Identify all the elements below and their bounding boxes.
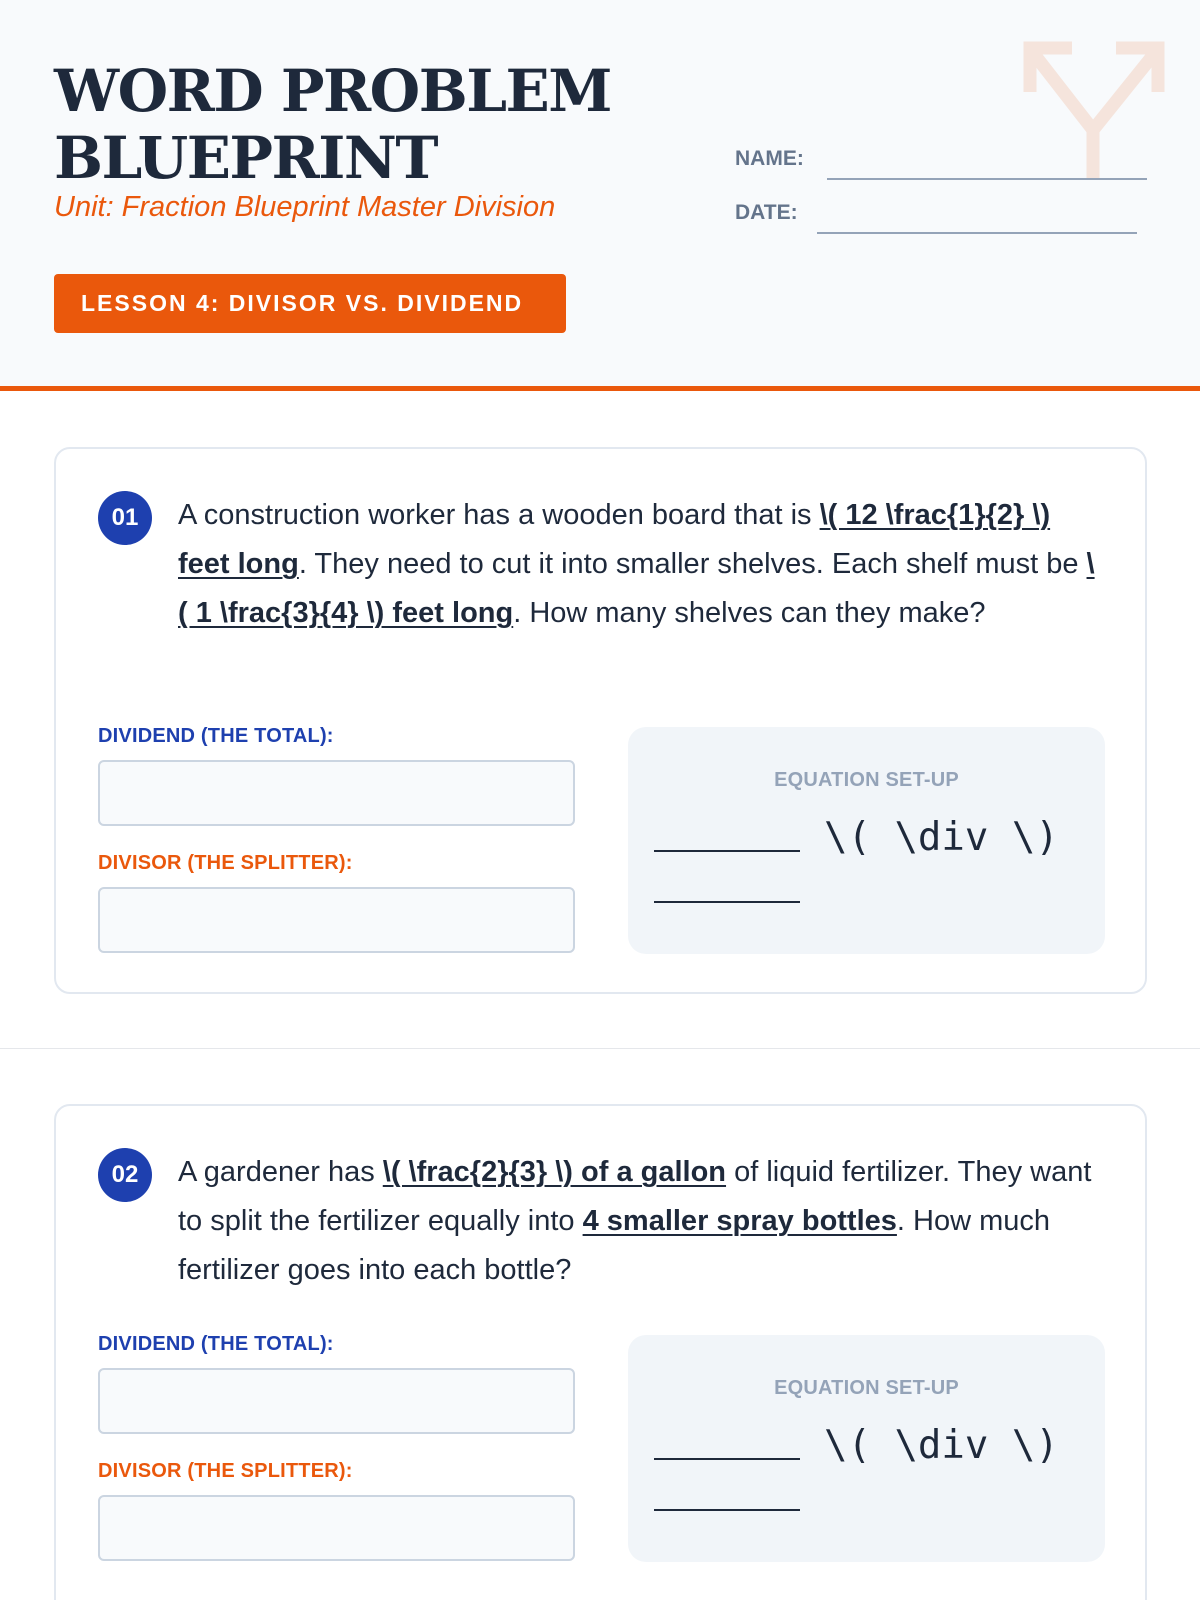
problem-number: 02: [98, 1148, 152, 1202]
dividend-label: DIVIDEND (THE TOTAL):: [98, 725, 334, 747]
divisor-input[interactable]: [98, 887, 575, 953]
page-title: WORD PROBLEM BLUEPRINT: [54, 57, 611, 192]
equation-title: EQUATION SET-UP: [774, 769, 959, 791]
lesson-badge: LESSON 4: DIVISOR VS. DIVIDEND: [54, 274, 566, 333]
divisor-label: DIVISOR (THE SPLITTER):: [98, 1460, 353, 1482]
highlighted-quantity: 4 smaller spray bottles: [582, 1205, 897, 1237]
section-divider: [0, 1048, 1200, 1049]
dividend-input[interactable]: [98, 760, 575, 826]
divisor-input[interactable]: [98, 1495, 575, 1561]
divisor-label: DIVISOR (THE SPLITTER):: [98, 852, 353, 874]
equation-blank-1[interactable]: [654, 1458, 800, 1460]
split-arrows-icon: [1020, 30, 1170, 190]
equation-blank-2[interactable]: [654, 901, 800, 903]
dividend-input[interactable]: [98, 1368, 575, 1434]
equation-expression: \( \div \): [824, 1423, 1059, 1468]
equation-setup-box: [628, 727, 1105, 954]
problem-text: A construction worker has a wooden board that is \( 12 \frac{1}{2} \) feet long. They need to cut it into smaller shelves. Each shelf must be \( 1 \frac{3}{4} \) feet long. How many shelves can they make?: [178, 499, 1095, 629]
problem-card-1: [54, 447, 1147, 994]
date-label: DATE:: [735, 201, 798, 224]
equation-setup-box: [628, 1335, 1105, 1562]
problem-number: 01: [98, 491, 152, 545]
date-field-line[interactable]: [817, 232, 1137, 234]
equation-blank-1[interactable]: [654, 850, 800, 852]
equation-expression: \( \div \): [824, 815, 1059, 860]
highlighted-quantity: \( \frac{2}{3} \) of a gallon: [382, 1156, 727, 1188]
worksheet-header: [0, 0, 1200, 391]
equation-blank-2[interactable]: [654, 1509, 800, 1511]
problem-card-2: [54, 1104, 1147, 1600]
equation-title: EQUATION SET-UP: [774, 1377, 959, 1399]
name-label: NAME:: [735, 147, 804, 170]
highlighted-quantity: \( 12 \frac{1}{2} \) feet long: [178, 499, 1051, 580]
highlighted-quantity: \( 1 \frac{3}{4} \) feet long: [178, 548, 1095, 629]
problem-text: A gardener has \( \frac{2}{3} \) of a gallon of liquid fertilizer. They want to split the fertilizer equally into 4 smaller spray bottles. How much fertilizer goes into each bottle?: [178, 1156, 1092, 1286]
unit-subtitle: Unit: Fraction Blueprint Master Division: [54, 191, 556, 223]
dividend-label: DIVIDEND (THE TOTAL):: [98, 1333, 334, 1355]
